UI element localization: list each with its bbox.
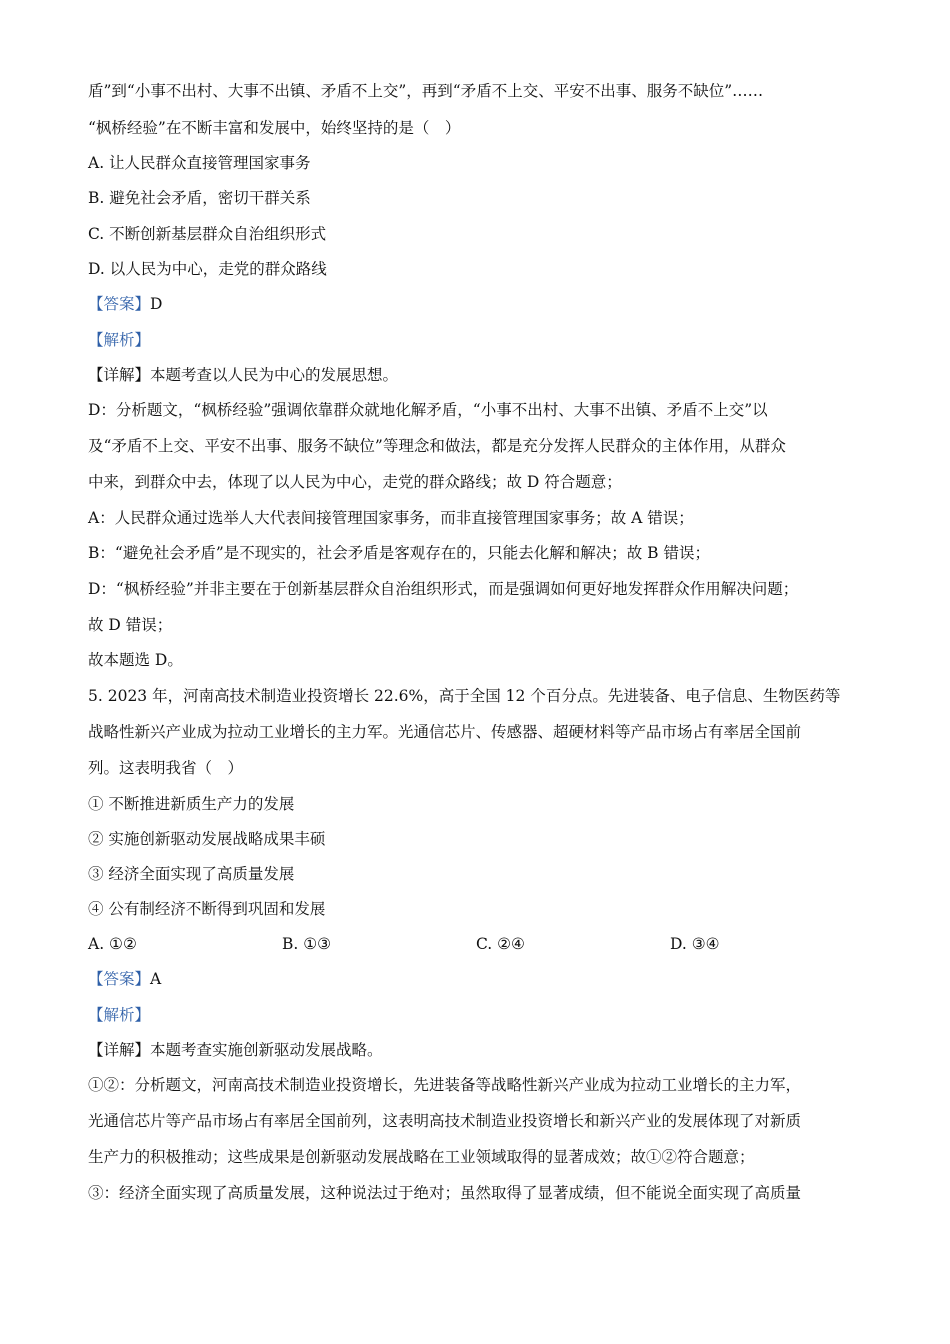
explain-line: A：人民群众通过选举人大代表间接管理国家事务，而非直接管理国家事务；故 A 错误； bbox=[88, 509, 694, 527]
question-stem: 战略性新兴产业成为拉动工业增长的主力军。光通信芯片、传感器、超硬材料等产品市场占有率居全国前 bbox=[88, 723, 802, 741]
statement-2: ② 实施创新驱动发展战略成果丰硕 bbox=[88, 830, 326, 848]
analysis-tag: 【解析】 bbox=[88, 331, 151, 349]
detail-tag: 【详解】 bbox=[88, 366, 151, 384]
answer-value: D bbox=[150, 295, 163, 313]
option-d: D. ③④ bbox=[670, 935, 720, 953]
option-c: C. ②④ bbox=[476, 935, 525, 953]
statement-3: ③ 经济全面实现了高质量发展 bbox=[88, 865, 295, 883]
option-b: B. 避免社会矛盾，密切干群关系 bbox=[88, 189, 311, 207]
statement-1: ① 不断推进新质生产力的发展 bbox=[88, 795, 295, 813]
explain-line: 故本题选 D。 bbox=[88, 651, 183, 669]
statement-4: ④ 公有制经济不断得到巩固和发展 bbox=[88, 900, 326, 918]
detail-line bbox=[88, 1040, 383, 1060]
analysis-tag: 【解析】 bbox=[88, 1006, 151, 1024]
answer-tag: 【答案】 bbox=[88, 970, 151, 988]
option-c: C. 不断创新基层群众自治组织形式 bbox=[88, 225, 327, 243]
question-stem: 5. 2023 年，河南高技术制造业投资增长 22.6%，高于全国 12 个百分点。先进装备、电子信息、生物医药等 bbox=[88, 687, 841, 705]
answer-tag: 【答案】 bbox=[88, 295, 151, 313]
explain-line: 生产力的积极推动；这些成果是创新驱动发展战略在工业领域取得的显著成效；故①②符合题意； bbox=[88, 1148, 755, 1166]
explain-line: B：“避免社会矛盾”是不现实的，社会矛盾是客观存在的，只能去化解和解决；故 B 错误； bbox=[88, 544, 710, 562]
question-text: 盾”到“小事不出村、大事不出镇、矛盾不上交”，再到“矛盾不上交、平安不出事、服务不缺位”…… bbox=[88, 82, 764, 100]
option-a: A. ①② bbox=[88, 935, 137, 953]
detail-line bbox=[88, 365, 398, 385]
explain-line: ③：经济全面实现了高质量发展，这种说法过于绝对；虽然取得了显著成绩，但不能说全面实现了高质量 bbox=[88, 1184, 802, 1202]
options-row bbox=[88, 934, 868, 954]
answer-value: A bbox=[150, 970, 162, 988]
detail-text: 本题考查实施创新驱动发展战略。 bbox=[150, 1041, 383, 1059]
detail-text: 本题考查以人民为中心的发展思想。 bbox=[150, 366, 399, 384]
explain-line: ①②：分析题文，河南高技术制造业投资增长，先进装备等战略性新兴产业成为拉动工业增长的主力军， bbox=[88, 1076, 802, 1094]
question-text: “枫桥经验”在不断丰富和发展中，始终坚持的是（ ） bbox=[88, 119, 461, 137]
explain-line: 及“矛盾不上交、平安不出事、服务不缺位”等理念和做法，都是充分发挥人民群众的主体作用，从群众 bbox=[88, 437, 786, 455]
question-stem: 列。这表明我省（ ） bbox=[88, 759, 244, 777]
explain-line: 中来，到群众中去，体现了以人民为中心，走党的群众路线；故 D 符合题意； bbox=[88, 473, 622, 491]
explain-line: D：分析题文，“枫桥经验”强调依靠群众就地化解矛盾，“小事不出村、大事不出镇、矛盾不上交”以 bbox=[88, 401, 768, 419]
answer-line bbox=[88, 969, 161, 989]
analysis-line bbox=[88, 330, 150, 350]
option-d: D. 以人民为中心，走党的群众路线 bbox=[88, 260, 327, 278]
explain-line: 故 D 错误； bbox=[88, 616, 173, 634]
option-b: B. ①③ bbox=[282, 935, 332, 953]
detail-tag: 【详解】 bbox=[88, 1041, 151, 1059]
option-a: A. 让人民群众直接管理国家事务 bbox=[88, 154, 311, 172]
answer-line bbox=[88, 294, 162, 314]
analysis-line bbox=[88, 1005, 150, 1025]
explain-line: D：“枫桥经验”并非主要在于创新基层群众自治组织形式，而是强调如何更好地发挥群众作用解决问题； bbox=[88, 580, 799, 598]
explain-line: 光通信芯片等产品市场占有率居全国前列，这表明高技术制造业投资增长和新兴产业的发展体现了对新质 bbox=[88, 1112, 802, 1130]
